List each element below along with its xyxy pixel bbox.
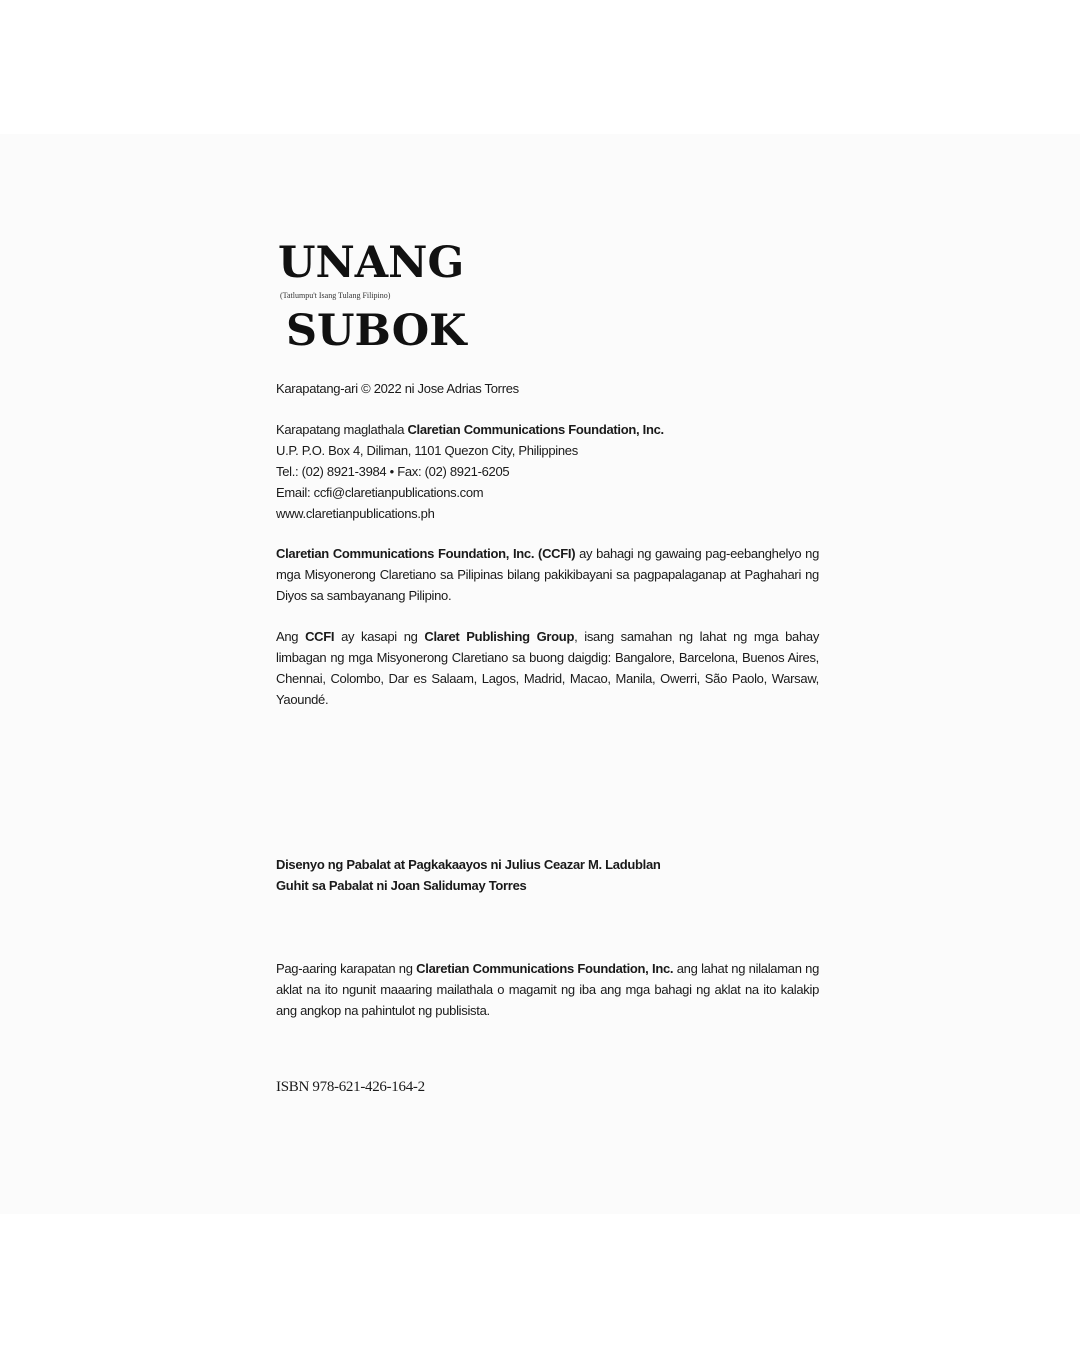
page-content bbox=[276, 238, 820, 1095]
design-credit-text: Disenyo ng Pabalat at Pagkakaayos ni Julius Ceazar M. Ladublan bbox=[276, 857, 661, 872]
credits-block bbox=[276, 854, 661, 896]
about-paragraph bbox=[276, 543, 819, 606]
publisher-line bbox=[276, 419, 664, 440]
publisher-address: U.P. P.O. Box 4, Diliman, 1101 Quezon City, Philippines bbox=[276, 443, 578, 458]
member-middle: ay kasapi ng bbox=[334, 629, 425, 644]
publisher-prefix: Karapatang maglathala bbox=[276, 422, 408, 437]
design-credit bbox=[276, 854, 661, 875]
rights-paragraph bbox=[276, 958, 819, 1021]
member-group-name: Claret Publishing Group bbox=[424, 629, 575, 644]
about-org-name: Claretian Communications Foundation, Inc. (CCFI) bbox=[276, 546, 576, 561]
copyright-line: Karapatang-ari © 2022 ni Jose Adrias Torres bbox=[276, 381, 519, 396]
about-text: ay bahagi ng gawaing pag-eebanghelyo ng mga Misyonerong Claretiano sa Pilipinas bilang pakikibayani sa pagpapalaganap at Paghahari ng Diyos sa sambayanang Pilipino. bbox=[276, 546, 820, 603]
illustration-credit bbox=[276, 875, 661, 896]
rights-text: ang lahat ng nilalaman ng aklat na ito ngunit maaaring mailathala o magamit ng iba ang mga bahagi ng aklat na ito kalakip ang angkop na pahintulot ng publisista. bbox=[276, 961, 820, 1018]
member-ccfi: CCFI bbox=[305, 629, 335, 644]
logo-title-top: UNANG bbox=[278, 238, 465, 288]
rights-prefix: Pag-aaring karapatan ng bbox=[276, 961, 417, 976]
isbn-number: ISBN 978-621-426-164-2 bbox=[276, 1079, 425, 1095]
member-prefix: Ang bbox=[276, 629, 306, 644]
membership-paragraph bbox=[276, 626, 819, 710]
publisher-name: Claretian Communications Foundation, Inc. bbox=[407, 422, 664, 437]
publisher-email: Email: ccfi@claretianpublications.com bbox=[276, 485, 484, 500]
publisher-website: www.claretianpublications.ph bbox=[276, 506, 435, 521]
logo-subtitle: (Tatlumpu't Isang Tulang Filipino) bbox=[280, 291, 391, 300]
book-title-logo bbox=[276, 238, 467, 360]
rights-org-name: Claretian Communications Foundation, Inc. bbox=[416, 961, 674, 976]
illustration-credit-text: Guhit sa Pabalat ni Joan Salidumay Torres bbox=[276, 878, 527, 893]
member-text: , isang samahan ng lahat ng mga bahay limbagan ng mga Misyonerong Claretiano sa buong daigdig: Bangalore, Barcelona, Buenos Aires, Chennai, Colombo, Dar es Salaam, Lagos, Madrid, Macao, Manila, Owerri, São Paolo, Warsaw, Yaoundé. bbox=[276, 629, 820, 707]
logo-title-bottom: SUBOK bbox=[286, 306, 467, 356]
publisher-phone: Tel.: (02) 8921-3984 • Fax: (02) 8921-6205 bbox=[276, 464, 510, 479]
copyright-page bbox=[0, 134, 1080, 1214]
publisher-block bbox=[276, 419, 664, 524]
